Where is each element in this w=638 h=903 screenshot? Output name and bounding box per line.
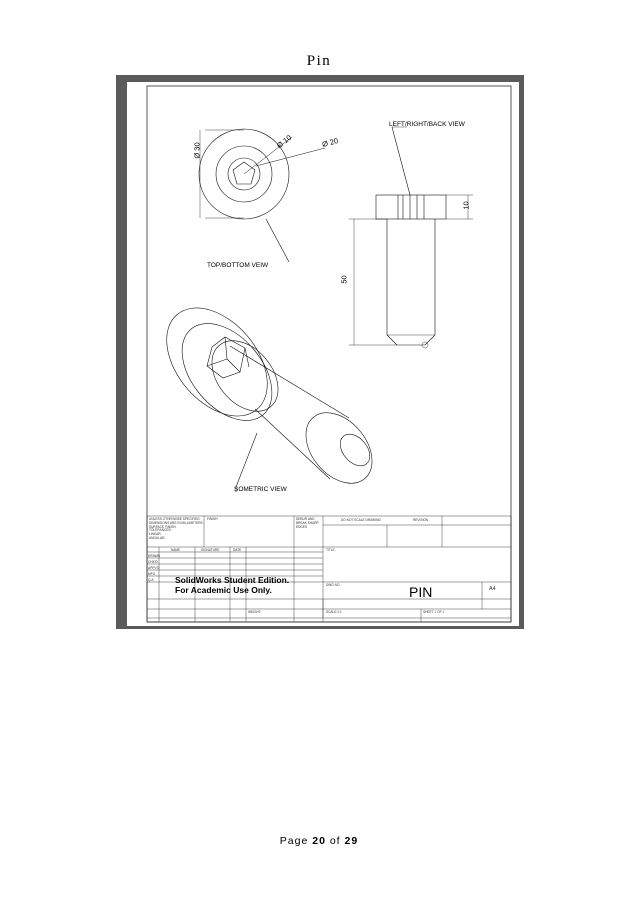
row-qa: Q.A	[148, 578, 154, 582]
outer-diameter-dimension: Ø 30	[192, 142, 202, 159]
row-approved: APPV'D	[148, 566, 160, 570]
finish-label: FINISH:	[207, 517, 219, 521]
isometric-view-label: SOMETRIC VIEW	[234, 486, 287, 493]
left-right-back-view-label: LEFT/RIGHT/BACK VIEW	[389, 121, 465, 128]
page-footer	[0, 835, 638, 847]
sheet-count: SHEET 1 OF 1	[423, 610, 445, 614]
drawing-linework	[127, 82, 519, 626]
sheet-size: A4	[489, 586, 496, 592]
document-title: Pin	[306, 53, 332, 69]
total-pages: 29	[344, 835, 359, 847]
deburr-note: DEBUR AND BREAK SHARP EDGES	[296, 517, 319, 529]
isometric-view	[147, 289, 386, 496]
engineering-drawing-sheet	[127, 82, 519, 626]
column-signature: SIGNATURE	[201, 548, 220, 552]
dwg-no-label: DWG NO.	[326, 583, 341, 587]
column-name: NAME	[171, 548, 181, 552]
head-diameter-dimension: Ø 20	[321, 136, 340, 149]
head-height-dimension: 10	[461, 201, 471, 210]
shaft-length-dimension: 50	[339, 275, 349, 284]
drawing-border	[147, 86, 511, 622]
row-drawn: DRAWN	[148, 554, 160, 558]
top-bottom-view-label: TOP/BOTTOM VEIW	[207, 262, 269, 269]
scale-label: SCALE:1:1	[326, 610, 342, 614]
column-date: DATE	[233, 548, 242, 552]
title-label: TITLE:	[326, 548, 336, 552]
student-edition-watermark: SolidWorks Student Edition. For Academic Use Only.	[175, 575, 290, 595]
current-page: 20	[312, 835, 326, 847]
hex-diameter-dimension: Ø 10	[274, 132, 294, 151]
revision-label: REVISION	[413, 518, 429, 522]
do-not-scale-note: DO NOT SCALE DRAWING	[341, 518, 381, 522]
title-block-notes: UNLESS OTHERWISE SPECIFIED: DIMENSIONS ARE IN MILLIMETERS SURFACE FINISH: TOLERANCES: LINEAR: ANGULAR:	[149, 517, 203, 540]
page-prefix: Page	[279, 835, 309, 847]
top-view	[199, 129, 325, 262]
row-mfg: MFG	[148, 572, 156, 576]
weight-label: WEIGHT:	[248, 610, 262, 614]
row-checked: CHK'D	[148, 560, 158, 564]
side-view	[349, 127, 473, 348]
part-name: PIN	[409, 584, 433, 600]
page-of: of	[329, 835, 341, 847]
